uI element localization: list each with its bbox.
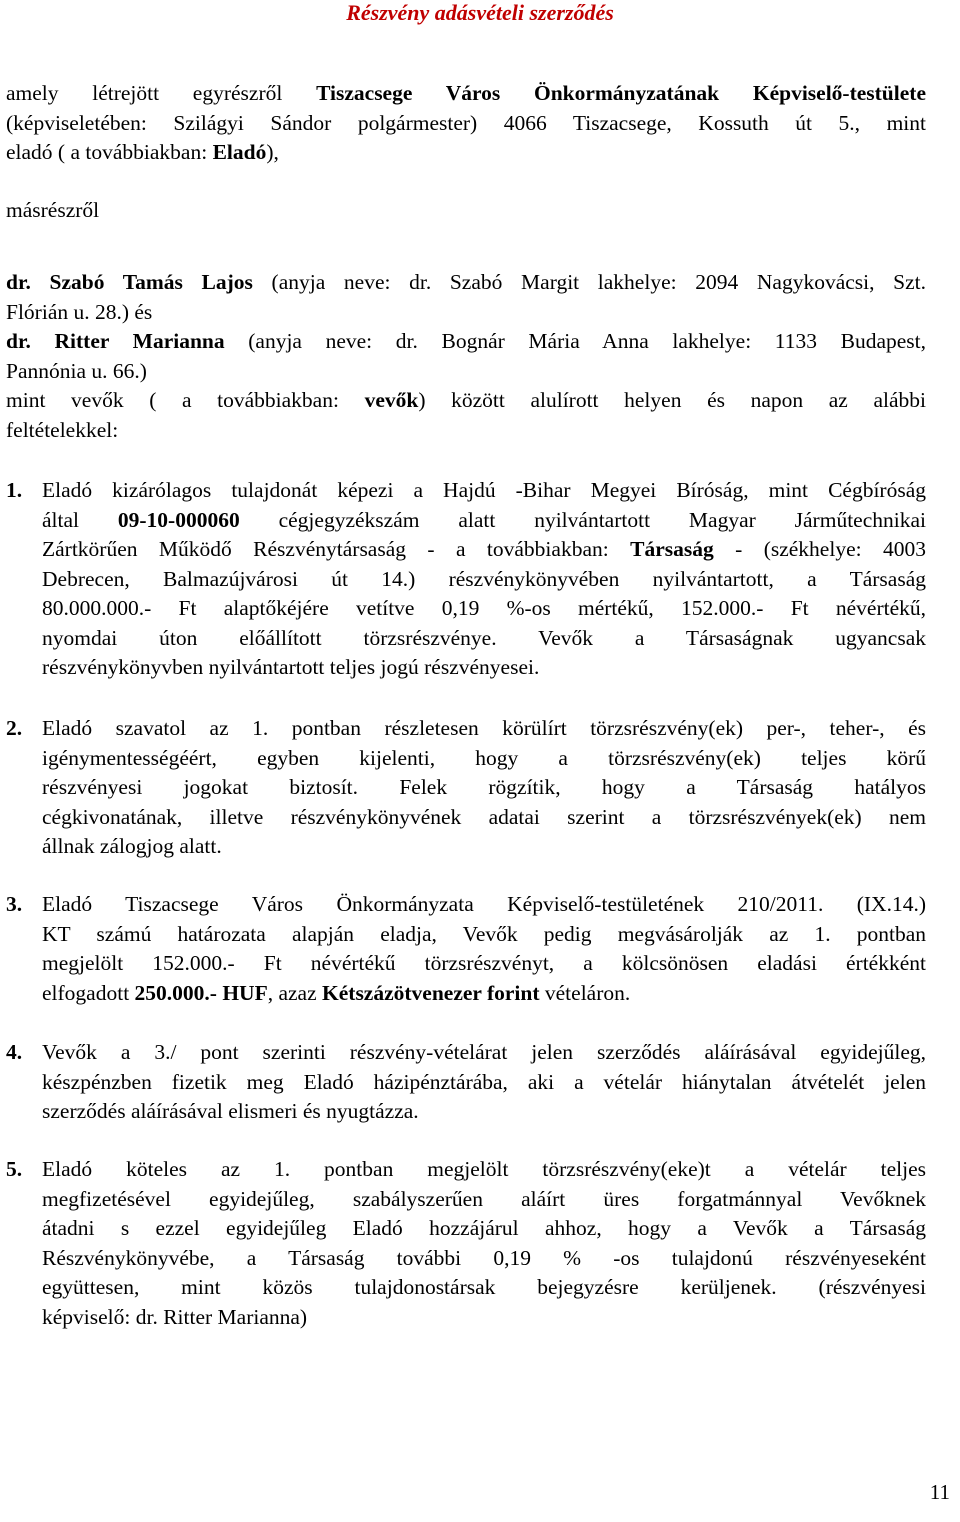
intro-paragraph: [6, 79, 926, 168]
buyers-clause-line-1: [6, 386, 926, 416]
clause-number: 5.: [6, 1157, 23, 1181]
clause-line: igénymentességéért, egyben kijelenti, hogy a törzsrészvény(ek) teljes körű: [42, 745, 926, 770]
clause-line: megjelölt 152.000.- Ft névértékű törzsrészvényt, a kölcsönösen eladási értékként: [42, 951, 926, 975]
company-label: Társaság: [630, 537, 714, 561]
clause-text: , azaz: [267, 980, 323, 1005]
buyer1-details: (anyja neve: dr. Szabó Margit lakhelye: 2094 Nagykovácsi, Szt.: [252, 270, 926, 294]
clause-text: cégjegyzékszám alatt nyilvántartott Magyar Járműtechnikai: [239, 507, 926, 532]
masreszrol-text: [6, 196, 926, 226]
buyers-clause-line-2: feltételekkel:: [6, 417, 119, 442]
clause-line: szerződés aláírásával elismeri és nyugtázza.: [42, 1099, 419, 1123]
page-title: Részvény adásvételi szerződés: [346, 0, 614, 25]
clause-line: Debrecen, Balmazújvárosi út 14.) részvénykönyvében nyilvántartott, a Társaság: [42, 566, 926, 591]
buyers-paragraph: [6, 268, 926, 445]
seller-name: Tiszacsege Város Önkormányzatának Képviselő-testülete: [316, 81, 926, 105]
clause-line: Eladó szavatol az 1. pontban részletesen körülírt törzsrészvény(ek) per-, teher-, és: [42, 716, 926, 740]
clause-text: mint vevők ( a továbbiakban:: [6, 388, 365, 412]
clause-line: Részvénykönyvébe, a Társaság további 0,19 % -os tulajdonú részvényeseként: [42, 1245, 926, 1270]
clause-body: [42, 714, 926, 862]
intro-line-3: [6, 138, 926, 168]
clause-line: Vevők a 3./ pont szerinti részvény-vételárat jelen szerződés aláírásával egyidejűleg,: [42, 1040, 926, 1064]
buyer1-line-2: Flórián u. 28.) és: [6, 299, 153, 324]
clause-line: Eladó kizárólagos tulajdonát képezi a Hajdú -Bihar Megyei Bíróság, mint Cégbíróság: [42, 478, 926, 502]
clause-line: 80.000.000.- Ft alaptőkéjére vetítve 0,19 %-os mértékű, 152.000.- Ft névértékű,: [42, 596, 926, 620]
registry-number: 09-10-000060: [117, 507, 240, 532]
price-in-words: Kétszázötvenezer forint: [322, 980, 540, 1005]
buyer2-details: (anyja neve: dr. Bognár Mária Anna lakhelye: 1133 Budapest,: [224, 329, 926, 353]
seller-label: Eladó: [212, 140, 267, 164]
clause-line: Eladó köteles az 1. pontban megjelölt törzsrészvény(eke)t a vételár teljes: [42, 1157, 926, 1181]
intro-text: eladó ( a továbbiakban:: [6, 140, 213, 164]
intro-text: ),: [266, 140, 279, 164]
buyer2-line-2: Pannónia u. 66.): [6, 358, 147, 383]
clause-line: [42, 535, 926, 565]
intro-line-1: [6, 79, 926, 109]
clause-line: megfizetésével egyidejűleg, szabályszerűen aláírt üres forgatmánnyal Vevőknek: [42, 1186, 926, 1211]
clause-body: [42, 890, 926, 1008]
clause-body: [42, 476, 926, 683]
clause-text: által: [42, 507, 118, 532]
page-number: 11: [929, 1480, 950, 1504]
clause-body: [42, 1038, 926, 1127]
buyer1-name: dr. Szabó Tamás Lajos: [6, 270, 253, 294]
buyer1-line-1: [6, 268, 926, 298]
masreszrol-line: másrészről: [6, 198, 100, 222]
clause-text: - (székhelye: 4003: [713, 537, 926, 561]
clause-line: [42, 506, 926, 536]
clause-line: nyomdai úton előállított törzsrészvénye. Vevők a Társaságnak ugyancsak: [42, 625, 926, 650]
clause-line: készpénzben fizetik meg Eladó házipénztárába, aki a vételár hiánytalan átvételét jelen: [42, 1069, 926, 1094]
clause-number: 4.: [6, 1040, 23, 1064]
clause-number: 1.: [6, 478, 23, 502]
clause-line: együttesen, mint közös tulajdonostársak bejegyzésre kerüljenek. (részvényesi: [42, 1275, 926, 1299]
intro-line-2: (képviseletében: Szilágyi Sándor polgármester) 4066 Tiszacsege, Kossuth út 5., mint: [6, 110, 926, 135]
clause-line: [42, 979, 926, 1009]
clause-line: cégkivonatának, illetve részvénykönyvének adatai szerint a törzsrészvények(ek) nem: [42, 804, 926, 829]
clause-text: ) között alulírott helyen és napon az alábbi: [418, 388, 926, 412]
clause-text: Zártkörűen Működő Részvénytársaság - a továbbiakban:: [42, 537, 631, 561]
clause-line: képviselő: dr. Ritter Marianna): [42, 1304, 308, 1329]
buyers-label: vevők: [364, 388, 419, 412]
clause-number: 2.: [6, 716, 23, 740]
intro-text: amely létrejött egyrészről: [6, 81, 317, 105]
clause-line: KT számú határozata alapján eladja, Vevők pedig megvásárolják az 1. pontban: [42, 921, 926, 946]
clause-text: elfogadott: [42, 980, 135, 1005]
price-amount: 250.000.- HUF: [134, 980, 268, 1005]
clause-number: 3.: [6, 892, 23, 916]
clause-body: [42, 1155, 926, 1332]
clause-line: átadni s ezzel egyidejűleg Eladó hozzájárul ahhoz, hogy a Vevők a Társaság: [42, 1216, 926, 1240]
clause-line: részvényesi jogokat biztosít. Felek rögzítik, hogy a Társaság hatályos: [42, 775, 926, 799]
clause-line: részvénykönyvben nyilvántartott teljes jogú részvényesei.: [42, 655, 540, 679]
buyer2-line-1: [6, 327, 926, 357]
clause-line: Eladó Tiszacsege Város Önkormányzata Képviselő-testületének 210/2011. (IX.14.): [42, 892, 926, 916]
clause-line: állnak zálogjog alatt.: [42, 834, 222, 858]
buyer2-name: dr. Ritter Marianna: [6, 329, 225, 353]
clause-text: vételáron.: [539, 980, 631, 1005]
